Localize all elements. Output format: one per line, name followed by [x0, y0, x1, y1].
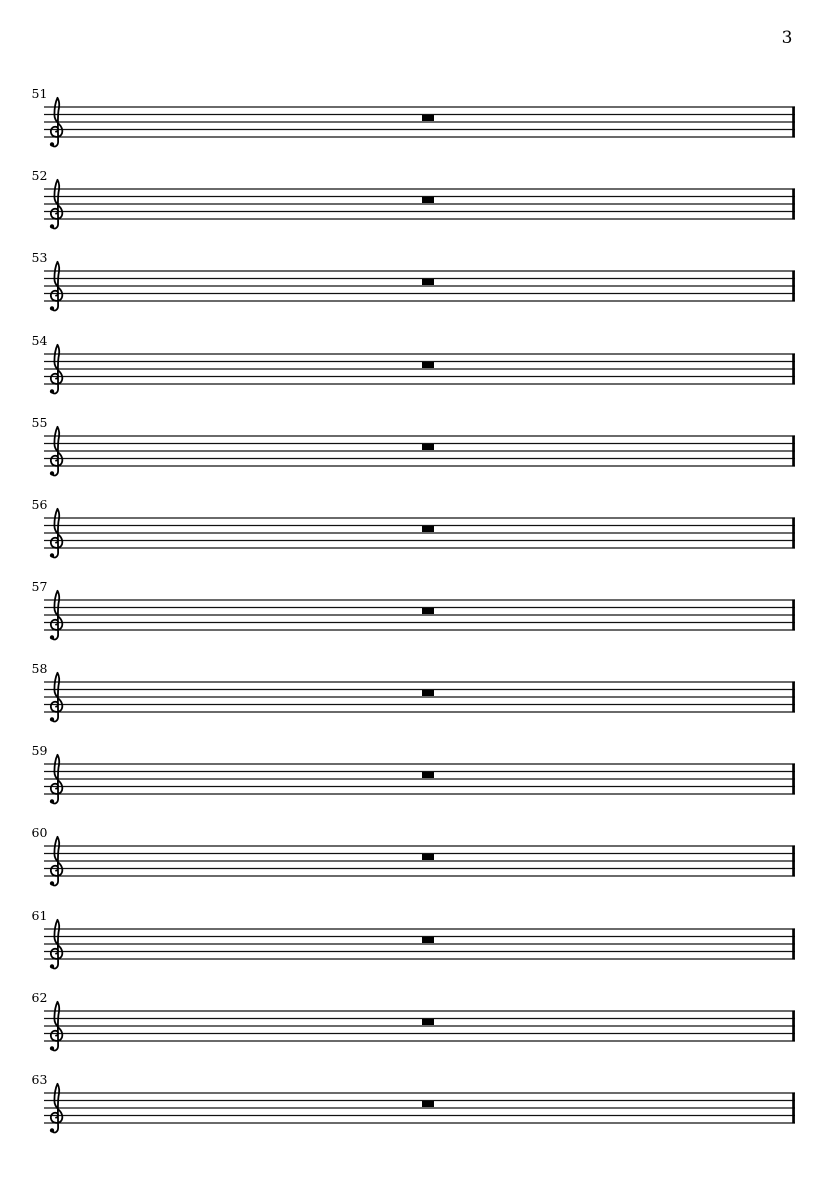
staff-lines	[44, 106, 795, 138]
measure-number: 56	[31, 497, 48, 512]
whole-rest-icon	[422, 526, 434, 532]
staff-lines	[44, 1010, 795, 1042]
treble-clef-icon	[45, 177, 67, 232]
treble-clef-icon	[45, 752, 67, 807]
whole-rest-icon	[422, 197, 434, 203]
treble-clef-icon	[45, 259, 67, 314]
staff-lines	[44, 188, 795, 220]
measure-number: 61	[31, 908, 48, 923]
whole-rest-icon	[422, 1019, 434, 1025]
staff-lines	[44, 517, 795, 549]
staff-lines	[44, 681, 795, 713]
whole-rest-icon	[422, 1101, 434, 1107]
measure-number: 51	[31, 86, 48, 101]
measure-number: 57	[31, 579, 48, 594]
treble-clef-icon	[45, 95, 67, 150]
staff-lines	[44, 270, 795, 302]
measure-number: 59	[31, 743, 48, 758]
treble-clef-icon	[45, 506, 67, 561]
measure-number: 63	[31, 1072, 48, 1087]
whole-rest-icon	[422, 772, 434, 778]
measure-number: 55	[31, 415, 48, 430]
treble-clef-icon	[45, 588, 67, 643]
treble-clef-icon	[45, 834, 67, 889]
staff-lines	[44, 845, 795, 877]
staff-lines	[44, 599, 795, 631]
whole-rest-icon	[422, 444, 434, 450]
staff-lines	[44, 435, 795, 467]
page-number: 3	[781, 28, 793, 48]
whole-rest-icon	[422, 854, 434, 860]
whole-rest-icon	[422, 690, 434, 696]
treble-clef-icon	[45, 1081, 67, 1136]
treble-clef-icon	[45, 999, 67, 1054]
measure-number: 58	[31, 661, 48, 676]
whole-rest-icon	[422, 279, 434, 285]
treble-clef-icon	[45, 342, 67, 397]
measure-number: 62	[31, 990, 48, 1005]
measure-number: 52	[31, 168, 48, 183]
staff-lines	[44, 1092, 795, 1124]
staff-lines	[44, 763, 795, 795]
whole-rest-icon	[422, 362, 434, 368]
whole-rest-icon	[422, 115, 434, 121]
measure-number: 54	[31, 333, 48, 348]
treble-clef-icon	[45, 917, 67, 972]
measure-number: 60	[31, 825, 48, 840]
treble-clef-icon	[45, 424, 67, 479]
measure-number: 53	[31, 250, 48, 265]
staff-lines	[44, 353, 795, 385]
whole-rest-icon	[422, 608, 434, 614]
whole-rest-icon	[422, 937, 434, 943]
treble-clef-icon	[45, 670, 67, 725]
staff-lines	[44, 928, 795, 960]
